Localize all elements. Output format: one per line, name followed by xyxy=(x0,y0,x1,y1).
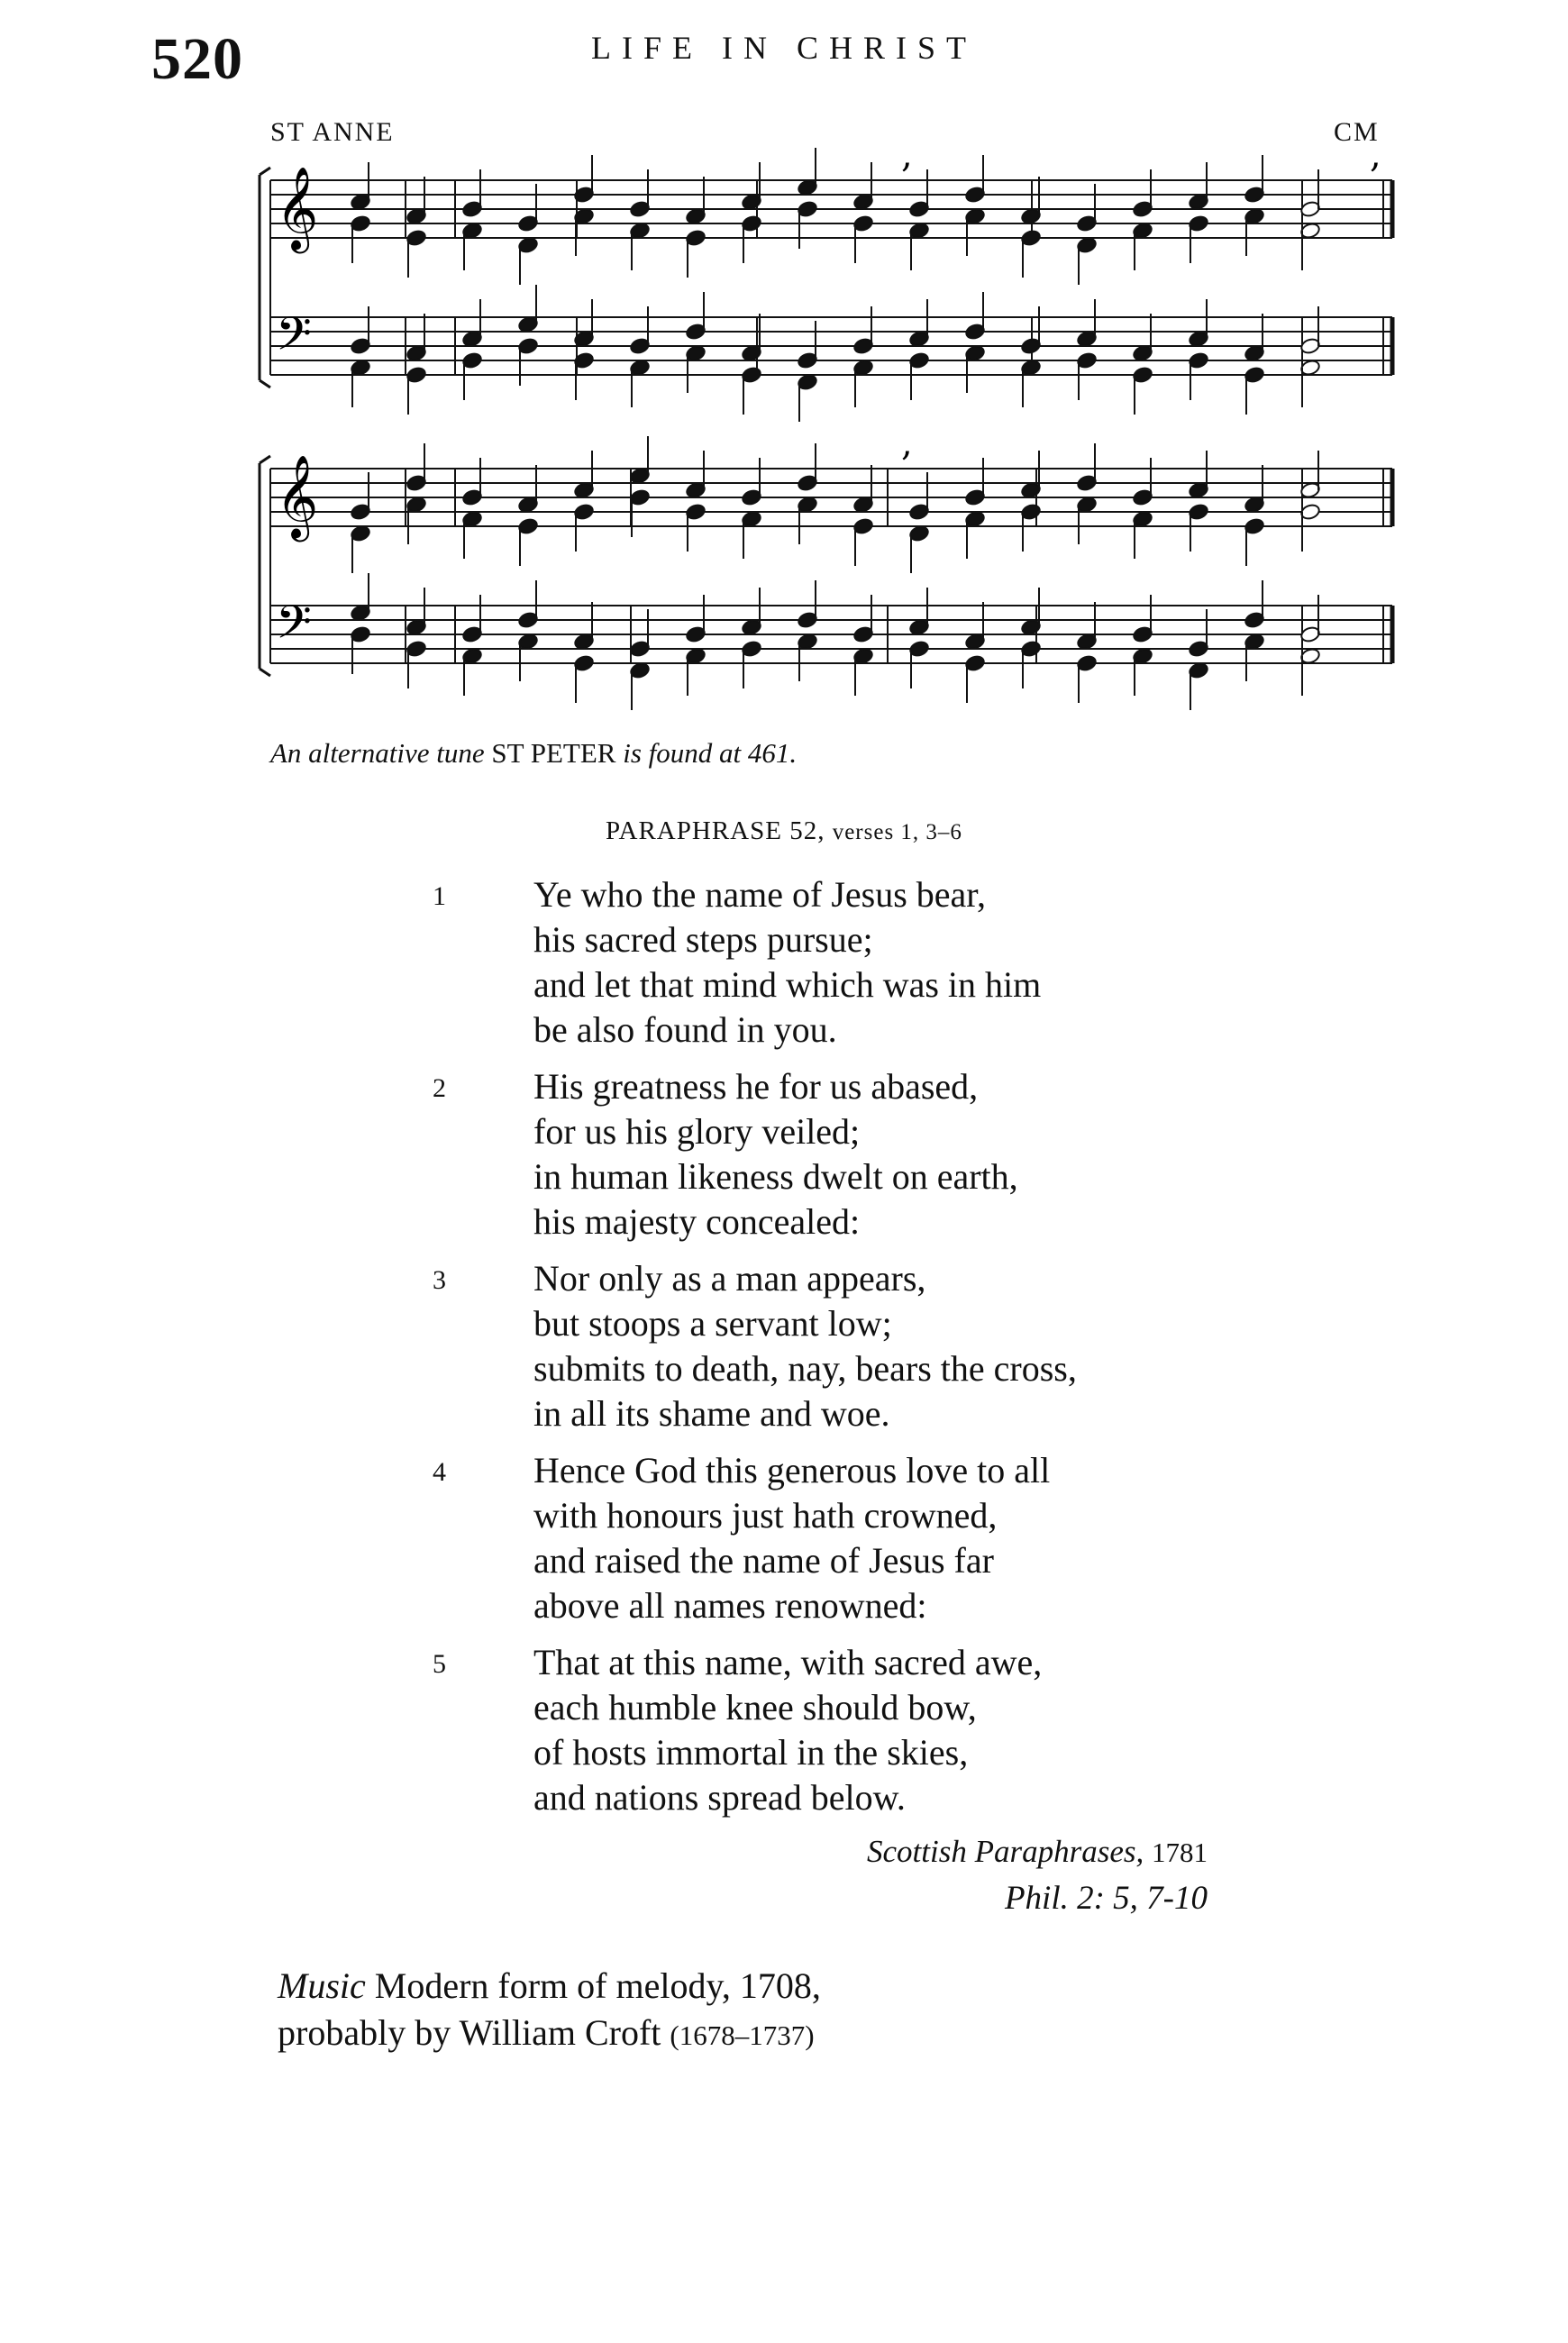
verse-4 xyxy=(0,1448,1568,1640)
treble-clef: 𝄞 xyxy=(276,166,319,250)
verse-number: 2 xyxy=(433,1073,446,1103)
verse-line: with honours just hath crowned, xyxy=(533,1495,998,1536)
section-title: LIFE IN CHRIST xyxy=(591,30,977,66)
music-credit-line-1: Modern form of melody, 1708, xyxy=(374,1965,821,2006)
paraphrase-heading xyxy=(0,816,1568,846)
source-year: 1781 xyxy=(1152,1837,1208,1868)
verse-line: His greatness he for us abased, xyxy=(533,1066,979,1107)
bracket-cap xyxy=(260,456,270,463)
bass-clef: 𝄢 xyxy=(276,306,312,372)
verse-number: 5 xyxy=(433,1649,446,1679)
tune-name: ST ANNE xyxy=(270,117,395,147)
composer-dates: (1678–1737) xyxy=(670,2019,815,2051)
verse-line: and nations spread below. xyxy=(533,1777,906,1818)
breath-mark: , xyxy=(901,134,913,176)
verse-1 xyxy=(0,872,1568,1064)
verse-line: each humble knee should bow, xyxy=(533,1687,977,1728)
verse-line: Ye who the name of Jesus bear, xyxy=(533,874,987,915)
alt-note-suffix: is found at 461. xyxy=(623,737,798,769)
verses xyxy=(0,872,1568,1832)
music-credit-line-2: probably by William Croft xyxy=(278,2012,661,2053)
verse-5 xyxy=(0,1640,1568,1832)
score-systems xyxy=(260,134,1392,710)
source-title: Scottish Paraphrases, xyxy=(867,1834,1144,1869)
scripture-reference: Phil. 2: 5, 7-10 xyxy=(1004,1880,1208,1917)
verse-3 xyxy=(0,1256,1568,1448)
paraphrase-title: PARAPHRASE 52, xyxy=(606,816,825,845)
verse-line: in all its shame and woe. xyxy=(533,1393,890,1434)
breath-mark: , xyxy=(901,423,913,464)
breath-mark: , xyxy=(1370,134,1381,176)
verse-line: of hosts immortal in the skies, xyxy=(533,1732,969,1773)
verse-number: 3 xyxy=(433,1265,446,1295)
attribution-source xyxy=(867,1834,1208,1870)
paraphrase-verses: verses 1, 3–6 xyxy=(832,820,962,844)
bass-clef: 𝄢 xyxy=(276,595,312,661)
verse-number: 1 xyxy=(433,881,446,911)
music-score xyxy=(0,0,1568,721)
verse-line: be also found in you. xyxy=(533,1009,837,1050)
verse-line: That at this name, with sacred awe, xyxy=(533,1642,1043,1682)
verse-line: and raised the name of Jesus far xyxy=(533,1540,994,1581)
verse-2 xyxy=(0,1064,1568,1256)
verse-line: submits to death, nay, bears the cross, xyxy=(533,1348,1077,1389)
bracket-cap xyxy=(260,380,270,387)
music-credit xyxy=(278,1963,821,2059)
verse-line: Hence God this generous love to all xyxy=(533,1450,1051,1491)
bracket-cap xyxy=(260,669,270,676)
music-label: Music xyxy=(278,1965,366,2006)
verse-line: his majesty concealed: xyxy=(533,1201,861,1242)
alt-note-prefix: An alternative tune xyxy=(270,737,485,769)
verse-line: and let that mind which was in him xyxy=(533,964,1042,1005)
verse-line: but stoops a servant low; xyxy=(533,1303,892,1344)
hymn-number: 520 xyxy=(151,26,243,92)
bracket-cap xyxy=(260,168,270,175)
verse-line: his sacred steps pursue; xyxy=(533,919,873,960)
treble-clef: 𝄞 xyxy=(276,454,319,538)
alternative-tune-note xyxy=(270,737,797,770)
verse-line: for us his glory veiled; xyxy=(533,1111,861,1152)
verse-number: 4 xyxy=(433,1457,446,1487)
verse-line: Nor only as a man appears, xyxy=(533,1258,926,1299)
verse-line: above all names renowned: xyxy=(533,1585,927,1626)
alt-note-tune: ST PETER xyxy=(491,737,616,769)
meter-label: CM xyxy=(1334,117,1380,147)
verse-line: in human likeness dwelt on earth, xyxy=(533,1156,1018,1197)
